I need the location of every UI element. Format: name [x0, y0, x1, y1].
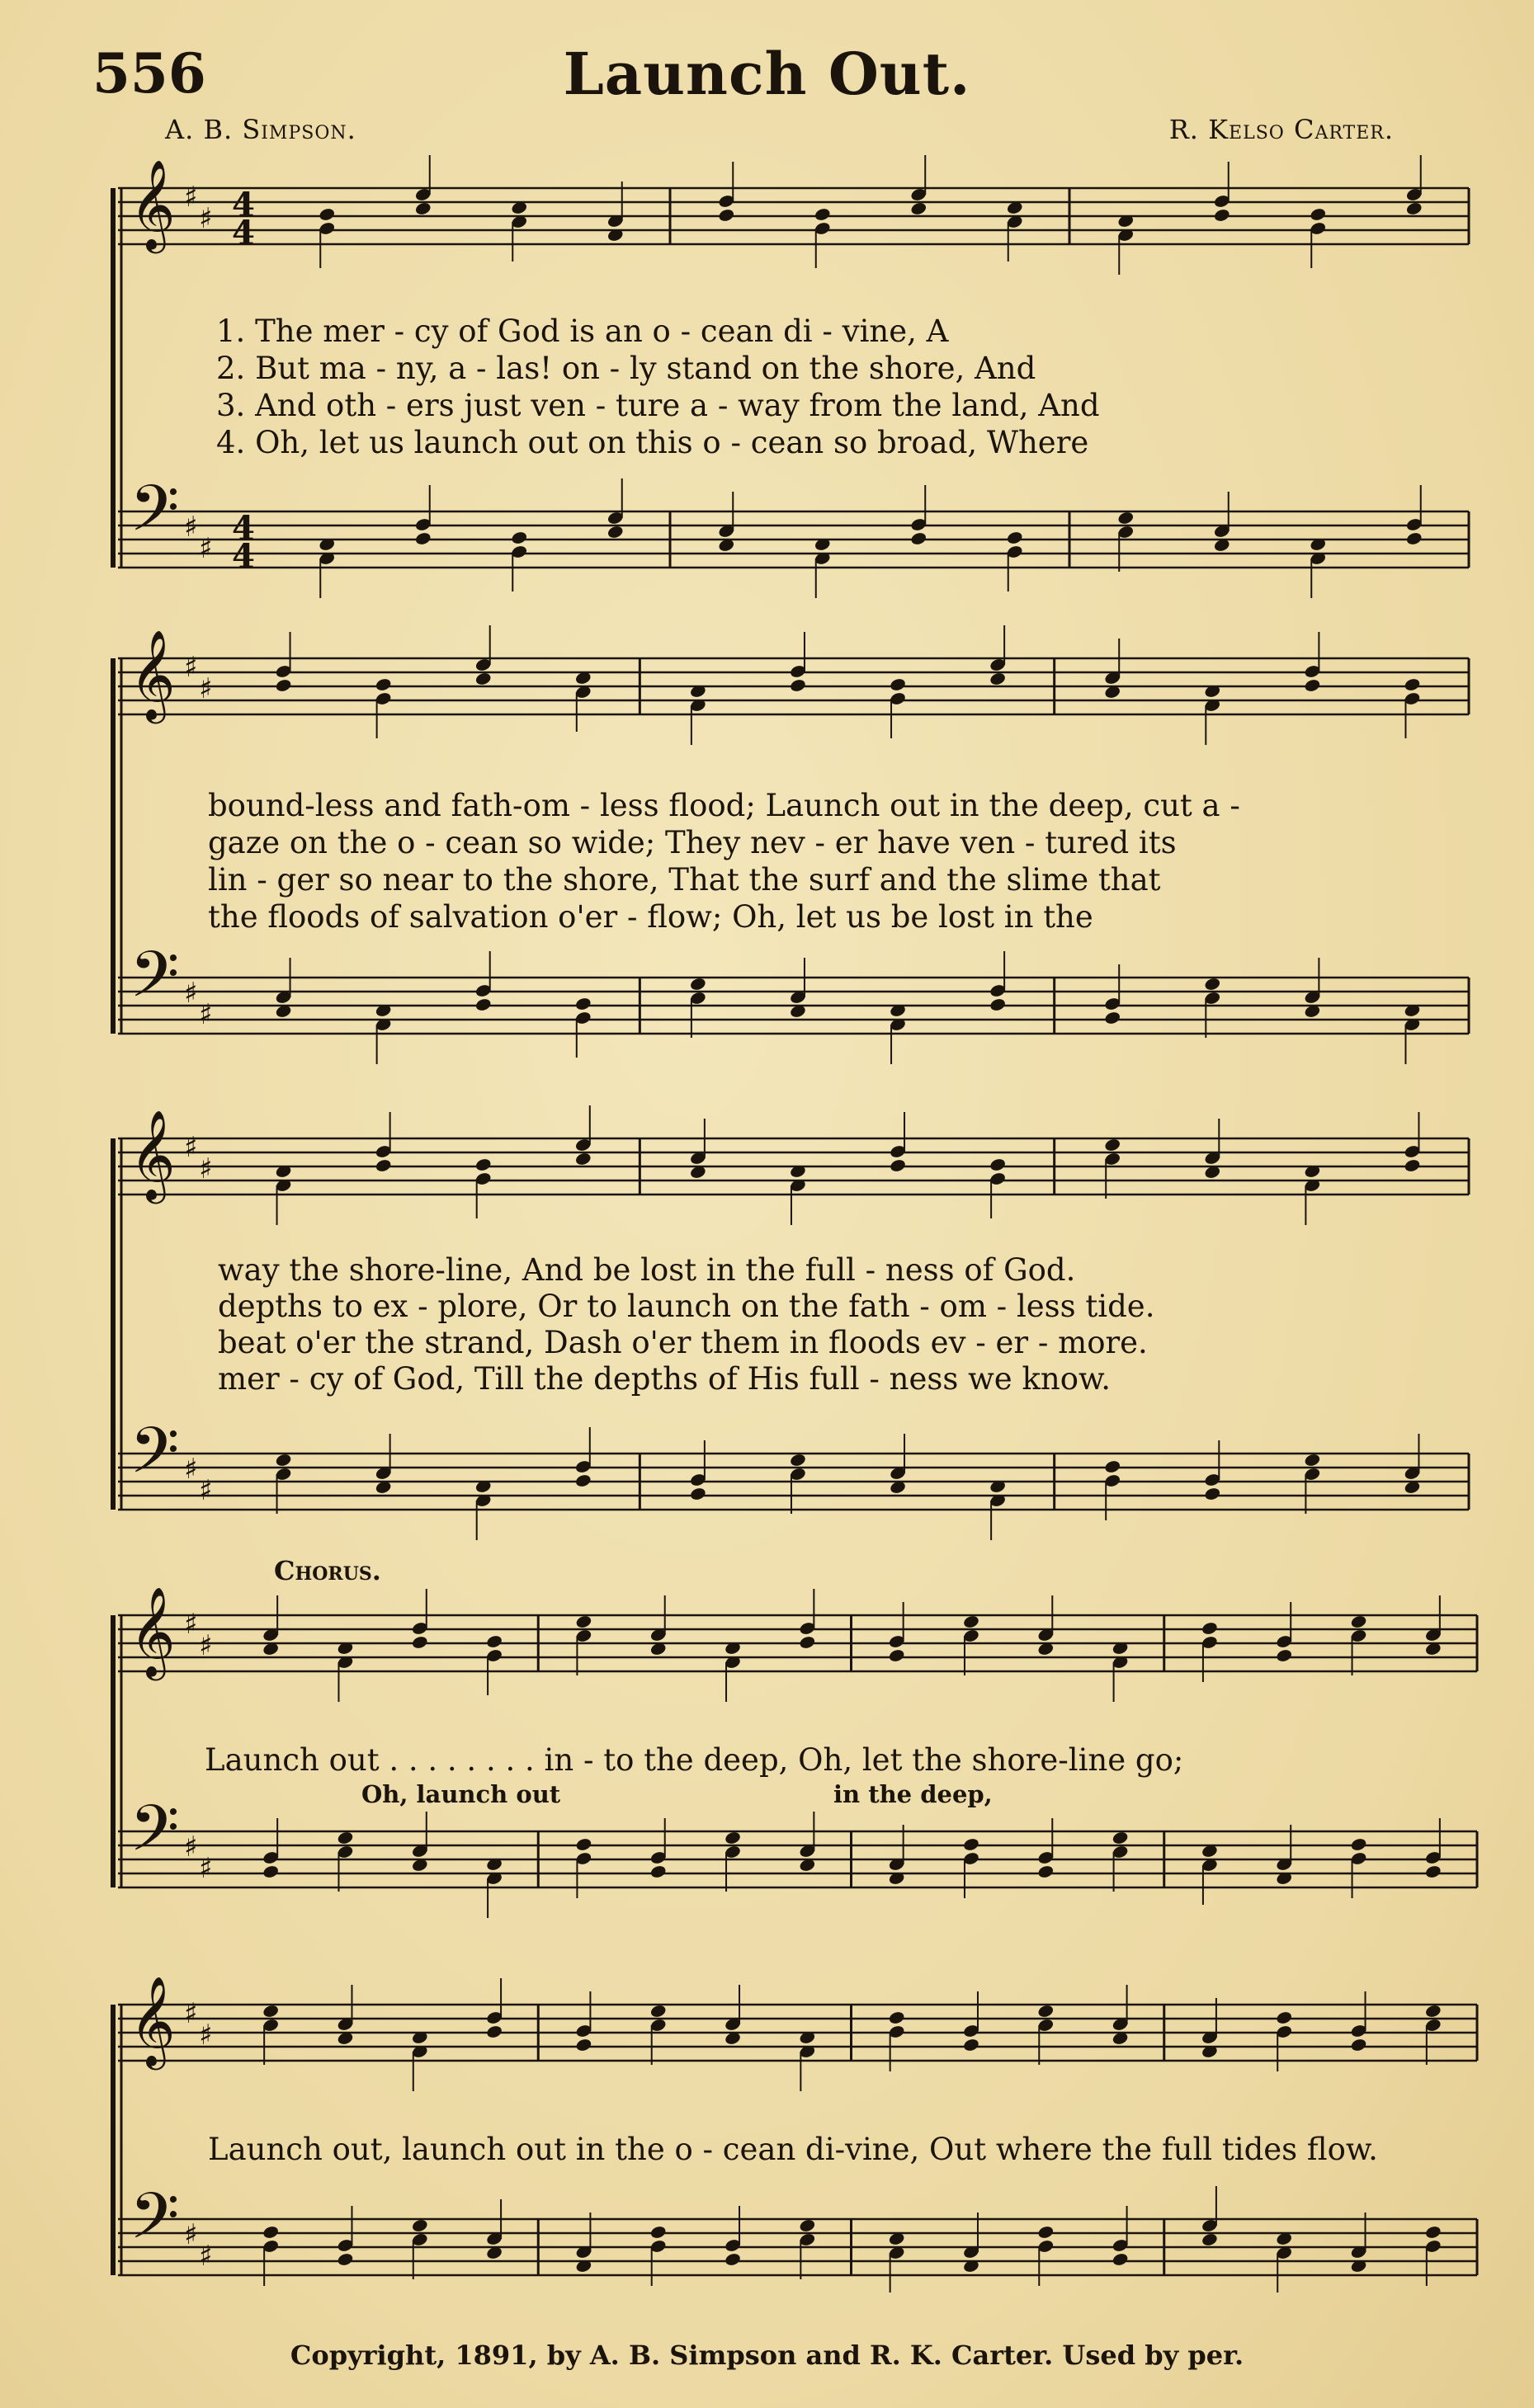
- note: [1037, 2004, 1055, 2019]
- note: [375, 677, 392, 692]
- key-signature-icon: ♯: [184, 651, 198, 684]
- note: [1404, 1158, 1421, 1173]
- note: [649, 1864, 667, 1879]
- bass-clef-icon: 𝄢: [130, 472, 180, 562]
- key-signature-icon: ♯: [199, 672, 213, 705]
- note: [1213, 208, 1230, 223]
- key-signature-icon: ♯: [184, 1831, 198, 1864]
- time-signature: 4: [232, 186, 255, 224]
- hymn-title: Launch Out.: [563, 40, 971, 108]
- verse-line: depths to ex - plore, Or to launch on the fath - om - less tide.: [218, 1289, 1155, 1324]
- time-signature: 4: [232, 509, 255, 548]
- verse-line: bound-less and fath-om - less flood; Launch out in the deep, cut a -: [208, 788, 1240, 823]
- note: [574, 1152, 592, 1166]
- note: [814, 207, 831, 222]
- note: [485, 1634, 503, 1649]
- note: [1424, 1864, 1442, 1879]
- note: [1201, 1621, 1218, 1636]
- treble-clef-icon: 𝄞: [130, 1977, 176, 2066]
- verse-line: gaze on the o - cean so wide; They nev - er have ven - tured its: [208, 825, 1177, 860]
- note: [485, 2024, 503, 2039]
- chorus-echo: in the deep,: [833, 1780, 993, 1808]
- key-signature-icon: ♯: [199, 2240, 213, 2273]
- note: [689, 1487, 706, 1501]
- key-signature-icon: ♯: [199, 1152, 213, 1185]
- composer-credit: R. Kelso Carter.: [1168, 114, 1394, 145]
- key-signature-icon: ♯: [199, 2019, 213, 2052]
- note: [1404, 677, 1421, 692]
- bass-clef-icon: 𝄢: [130, 2179, 180, 2269]
- treble-clef-icon: 𝄞: [130, 1110, 176, 1200]
- verse-line: 2. But ma - ny, a - las! on - ly stand on the shore, And: [216, 351, 1036, 386]
- chorus-label: Chorus.: [274, 1555, 381, 1586]
- note: [1204, 1487, 1221, 1501]
- note: [1310, 207, 1327, 222]
- note: [1424, 2004, 1442, 2019]
- note: [888, 1648, 905, 1663]
- note: [1104, 1011, 1121, 1025]
- treble-clef-icon: 𝄞: [130, 630, 176, 720]
- note: [319, 207, 336, 222]
- key-signature-icon: ♯: [199, 1852, 213, 1885]
- note: [789, 1453, 806, 1468]
- verse-line: 3. And oth - ers just ven - ture a - way from the land, And: [216, 388, 1100, 423]
- note: [789, 678, 806, 693]
- treble-clef-icon: 𝄞: [130, 160, 176, 250]
- note: [1006, 530, 1023, 545]
- note: [1104, 1459, 1121, 1474]
- key-signature-icon: ♯: [199, 202, 213, 235]
- note: [262, 2225, 279, 2240]
- note: [1405, 531, 1423, 546]
- note: [1112, 2252, 1129, 2267]
- note: [375, 1158, 392, 1173]
- note: [1304, 678, 1321, 693]
- verse-line: lin - ger so near to the shore, That the surf and the slime that: [208, 862, 1161, 898]
- note: [474, 1157, 492, 1172]
- note: [414, 531, 432, 546]
- note: [1424, 2225, 1442, 2240]
- note: [1117, 511, 1135, 525]
- bass-clef-icon: 𝄢: [130, 1414, 180, 1504]
- key-signature-icon: ♯: [184, 977, 198, 1010]
- note: [962, 2038, 979, 2052]
- key-signature-icon: ♯: [199, 998, 213, 1031]
- key-signature-icon: ♯: [184, 1997, 198, 2030]
- note: [1104, 1138, 1121, 1152]
- bass-clef-icon: 𝄢: [130, 1792, 180, 1882]
- note: [1037, 1864, 1055, 1879]
- note: [1405, 201, 1423, 216]
- treble-clef-icon: 𝄞: [130, 1587, 176, 1677]
- note: [474, 672, 492, 686]
- chorus-line: Launch out, launch out in the o - cean di-vine, Out where the full tides flow.: [208, 2132, 1378, 2167]
- author-credit: A. B. Simpson.: [165, 114, 356, 145]
- verse-line: way the shore-line, And be lost in the full - ness of God.: [218, 1252, 1076, 1288]
- verse-line: mer - cy of God, Till the depths of His full - ness we know.: [218, 1361, 1112, 1397]
- note: [1204, 977, 1221, 992]
- note: [275, 678, 292, 693]
- key-signature-icon: ♯: [184, 1131, 198, 1164]
- verse-line: beat o'er the strand, Dash o'er them in floods ev - er - more.: [218, 1325, 1148, 1360]
- note: [411, 2218, 428, 2233]
- note: [1112, 1831, 1129, 1845]
- key-signature-icon: ♯: [199, 1474, 213, 1507]
- note: [989, 997, 1006, 1012]
- copyright-notice: Copyright, 1891, by A. B. Simpson and R. K. Carter. Used by per.: [290, 2340, 1244, 2371]
- note: [1350, 2038, 1367, 2052]
- key-signature-icon: ♯: [184, 1453, 198, 1486]
- hymn-number: 556: [92, 41, 206, 106]
- note: [689, 977, 706, 992]
- note: [962, 1837, 979, 1852]
- note: [889, 677, 906, 692]
- note: [1276, 2010, 1293, 2025]
- verse-line: 1. The mer - cy of God is an o - cean di - vine, A: [216, 313, 949, 349]
- note: [337, 2252, 354, 2267]
- note: [989, 672, 1006, 686]
- note: [474, 997, 492, 1012]
- key-signature-icon: ♯: [184, 511, 198, 544]
- note: [511, 530, 528, 545]
- note: [888, 2010, 905, 2025]
- note: [575, 1614, 592, 1629]
- note: [718, 208, 735, 223]
- note: [574, 1473, 592, 1488]
- time-signature: 4: [232, 537, 255, 576]
- bass-clef-icon: 𝄢: [130, 938, 180, 1028]
- note: [262, 2004, 279, 2019]
- note: [962, 1614, 979, 1629]
- note: [575, 2038, 592, 2052]
- note: [574, 997, 592, 1011]
- note: [262, 1864, 279, 1879]
- note: [989, 1157, 1006, 1172]
- note: [275, 1453, 292, 1468]
- key-signature-icon: ♯: [184, 181, 198, 214]
- key-signature-icon: ♯: [199, 532, 213, 565]
- verse-line: 4. Oh, let us launch out on this o - cean so broad, Where: [216, 425, 1089, 460]
- note: [1350, 1837, 1367, 1852]
- chorus-echo: Oh, launch out: [361, 1780, 561, 1808]
- note: [799, 1635, 816, 1650]
- note: [1201, 2232, 1218, 2247]
- note: [910, 531, 927, 546]
- note: [649, 2004, 667, 2019]
- note: [649, 2225, 667, 2240]
- note: [1037, 2225, 1055, 2240]
- verse-line: the floods of salvation o'er - flow; Oh, let us be lost in the: [208, 899, 1093, 935]
- key-signature-icon: ♯: [184, 1608, 198, 1641]
- key-signature-icon: ♯: [199, 1629, 213, 1662]
- note: [575, 1837, 592, 1852]
- note: [724, 1831, 741, 1845]
- time-signature: 4: [232, 214, 255, 252]
- note: [1304, 1453, 1321, 1468]
- note: [414, 201, 432, 216]
- note: [1276, 1648, 1293, 1663]
- key-signature-icon: ♯: [184, 2218, 198, 2251]
- note: [1350, 1614, 1367, 1629]
- note: [607, 525, 624, 540]
- note: [799, 2218, 816, 2233]
- note: [889, 1158, 906, 1173]
- chorus-line: Launch out . . . . . . . . in - to the deep, Oh, let the shore-line go;: [205, 1742, 1184, 1778]
- note: [337, 1831, 354, 1845]
- note: [724, 2252, 741, 2267]
- note: [910, 201, 927, 216]
- note: [411, 1635, 428, 1650]
